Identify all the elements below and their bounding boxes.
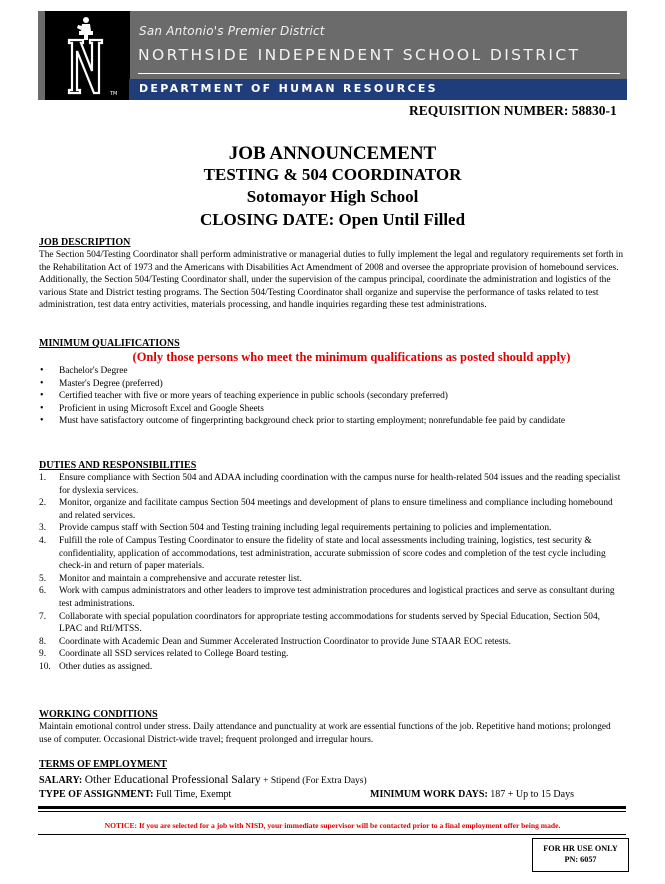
- qualifications-list: [39, 365, 624, 428]
- position-title: TESTING & 504 COORDINATOR: [203, 165, 462, 184]
- minimum-qualifications-section: [39, 338, 624, 428]
- list-item: • Proficient in using Microsoft Excel and Google Sheets: [39, 403, 624, 416]
- item-text: Ensure compliance with Section 504 and ADAA including coordination with the campus nurse for health-related 504 issues and the reading specialist for dyslexia services.: [59, 473, 621, 496]
- item-number: 3.: [39, 523, 47, 534]
- item-text: Work with campus administrators and other leaders to improve test administration procedures and logistical practices and serve as consultant during test administrations.: [59, 586, 615, 609]
- job-description-heading: JOB DESCRIPTION: [39, 237, 131, 248]
- list-item: [39, 636, 624, 649]
- employment-notice: NOTICE: If you are selected for a job with NISD, your immediate supervisor will be contacted prior to a final employment offer being made.: [104, 821, 561, 830]
- terms-section: [39, 759, 624, 771]
- list-item: [39, 661, 624, 674]
- list-item: [39, 472, 624, 497]
- salary-value: Other Educational Professional Salary: [84, 774, 261, 786]
- district-name: NORTHSIDE INDEPENDENT SCHOOL DISTRICT: [138, 46, 581, 64]
- salary-row: [39, 774, 367, 786]
- job-announcement-title: JOB ANNOUNCEMENT: [228, 143, 437, 164]
- item-number: 5.: [39, 573, 47, 584]
- min-qualifications-heading: MINIMUM QUALIFICATIONS: [39, 338, 180, 349]
- qualifications-notice: (Only those persons who meet the minimum qualifications as posted should apply): [132, 350, 571, 364]
- list-item: • Bachelor's Degree: [39, 365, 624, 378]
- hr-box-title: FOR HR USE ONLY: [543, 844, 618, 853]
- item-number: 10.: [39, 661, 51, 672]
- hr-box-pn: PN: 6057: [564, 855, 597, 864]
- duties-heading: DUTIES AND RESPONSIBILITIES: [39, 460, 197, 471]
- notice-bottom-rule: [38, 834, 626, 835]
- item-text: Monitor, organize and facilitate campus Section 504 meetings and development of plans to ensure timeliness and compliance including homebound and related services.: [59, 498, 613, 521]
- list-item: • Must have satisfactory outcome of fingerprinting background check prior to starting employment; nonrefundable fee paid by candidate: [39, 415, 624, 428]
- item-text: Coordinate all SSD services related to College Board testing.: [59, 649, 289, 660]
- district-tagline: San Antonio's Premier District: [139, 24, 325, 38]
- item-text: Monitor and maintain a comprehensive and accurate retester list.: [59, 573, 302, 584]
- department-band: [129, 79, 627, 100]
- item-number: 8.: [39, 636, 47, 647]
- item-number: 2.: [39, 498, 47, 509]
- item-number: 6.: [39, 586, 47, 597]
- district-header: [38, 1, 627, 100]
- salary-label: SALARY:: [39, 775, 83, 786]
- item-number: 9.: [39, 649, 47, 660]
- list-item: [39, 585, 624, 610]
- item-text: Collaborate with special population coordinators for appropriate testing accommodations for students served by Special Education, Section 504, LPAC and RtI/MTSS.: [59, 611, 601, 635]
- logo-letter: N: [45, 1, 46, 2]
- duties-list: [39, 472, 624, 674]
- notice-thin-rule: [38, 811, 626, 812]
- workdays-label: MINIMUM WORK DAYS:: [370, 789, 488, 800]
- workdays-row: [370, 789, 574, 800]
- job-description-section: [39, 237, 624, 312]
- nisd-logo-icon: [45, 1, 130, 100]
- working-conditions-heading: WORKING CONDITIONS: [39, 709, 158, 720]
- list-item: [39, 535, 624, 573]
- item-text: Provide campus staff with Section 504 and Testing training including legal requirements pertaining to policies and implementation.: [59, 523, 552, 534]
- list-item: [39, 648, 624, 661]
- item-number: 7.: [39, 611, 47, 622]
- list-item: • Master's Degree (preferred): [39, 378, 624, 391]
- assignment-row: [39, 789, 231, 800]
- list-item: • Certified teacher with five or more years of teaching experience in public schools (secondary preferred): [39, 390, 624, 403]
- item-number: 4.: [39, 535, 47, 546]
- header-divider: [138, 73, 620, 74]
- working-conditions-section: [39, 709, 624, 746]
- working-conditions-text: Maintain emotional control under stress. Daily attendance and punctuality at work are essential functions of the job. Repetitive hand motions; prolonged use of computer. Occasional District-wide travel; frequent prolonged and irregular hours.: [39, 722, 611, 745]
- list-item: [39, 573, 624, 586]
- job-description-text: The Section 504/Testing Coordinator shall perform administrative or managerial duties to fully implement the legal and regulatory requirements set forth in the Rehabilitation Act of 1973 and the Americans with Disabilities Act Amendment of 2008 and oversee the appropriate provision of homebound services. Additionally, the Section 504/Testing Coordinator shall, under the supervision of the campus principal, coordinate the administration and logistics of the various State and District testing programs. The Section 504/Testing Coordinator shall organize and supervise the performance of tasks related to test administration, test data entry activities, materials processing, and handle inquiries regarding these test administrations.: [39, 250, 624, 311]
- list-item: [39, 497, 624, 522]
- salary-extra: + Stipend (For Extra Days): [263, 776, 367, 786]
- item-number: 1.: [39, 473, 47, 483]
- item-text: Fulfill the role of Campus Testing Coordinator to ensure the fidelity of state and local assessments including training, logistics, test security & confidentiality, application of accommodations, test administration, accurate submission of score codes and completion of the test cycle including check-in and return of paper materials.: [59, 535, 606, 572]
- notice-top-rule: [38, 806, 626, 809]
- item-text: Coordinate with Academic Dean and Summer Accelerated Instruction Coordinator to provide June STAAR EOC retests.: [59, 636, 512, 647]
- list-item: [39, 611, 624, 636]
- department-name: DEPARTMENT OF HUMAN RESOURCES: [139, 82, 438, 95]
- item-text: Other duties as assigned.: [59, 661, 153, 672]
- duties-section: [39, 460, 624, 674]
- list-item: [39, 522, 624, 535]
- school-name: Sotomayor High School: [246, 187, 419, 206]
- assignment-value: Full Time, Exempt: [155, 789, 232, 800]
- workdays-value: 187 + Up to 15 Days: [490, 789, 574, 800]
- requisition-number: REQUISITION NUMBER: 58830-1: [409, 103, 617, 118]
- hr-use-box: [532, 838, 629, 872]
- svg-text:TM: TM: [110, 91, 118, 97]
- assignment-label: TYPE OF ASSIGNMENT:: [39, 789, 154, 800]
- terms-heading: TERMS OF EMPLOYMENT: [39, 759, 167, 770]
- closing-date: CLOSING DATE: Open Until Filled: [199, 210, 466, 229]
- nisd-logo: [45, 1, 130, 100]
